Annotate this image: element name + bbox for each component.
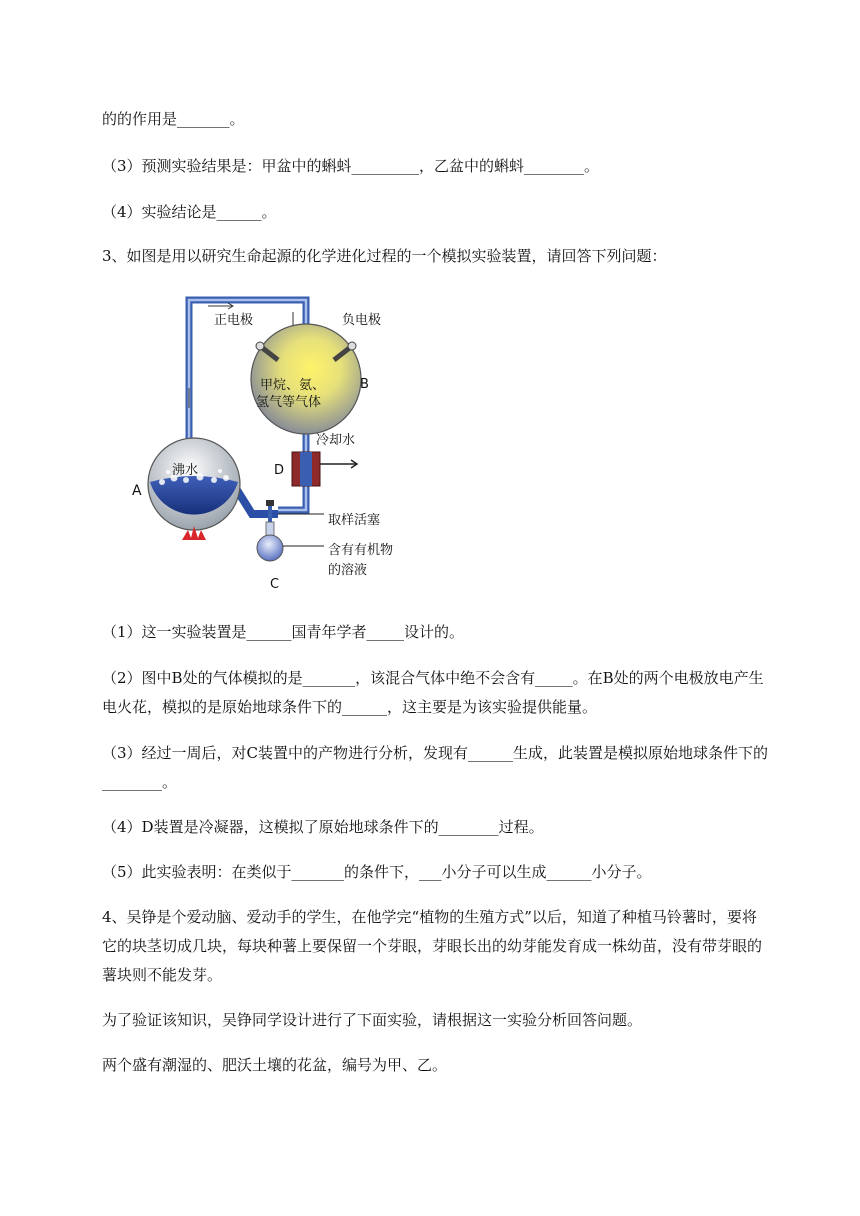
text-line: 两个盛有潮湿的、肥沃土壤的花盆，编号为甲、乙。 — [102, 1056, 448, 1074]
label-positive-electrode: 正电极 — [214, 313, 254, 328]
text-line: （1）这一实验装置是______国青年学者_____设计的。 — [102, 623, 465, 641]
text-line: ________。 — [102, 773, 178, 791]
miller-experiment-figure — [128, 292, 428, 592]
question-4-stem: 4、吴铮是个爱动脑、爱动手的学生，在他学完“植物的生殖方式”以后，知道了种植马铃薯时，要将 — [102, 908, 757, 926]
text-line: 为了验证该知识，吴铮同学设计进行了下面实验，请根据这一实验分析回答问题。 — [102, 1011, 643, 1029]
label-cooling-water: 冷却水 — [316, 433, 356, 448]
text-line: （4）D装置是冷凝器，这模拟了原始地球条件下的________过程。 — [102, 818, 544, 836]
text-line: （2）图中B处的气体模拟的是_______，该混合气体中绝不会含有_____。在B处的两个电极放电产生 — [102, 669, 764, 687]
label-d: D — [274, 463, 285, 478]
label-gas-line1: 甲烷、氨、 — [260, 378, 326, 393]
text-line: （3）经过一周后，对C装置中的产物进行分析，发现有______生成，此装置是模拟原始地球条件下的 — [102, 744, 769, 762]
label-gas-line2: 氢气等气体 — [256, 395, 322, 410]
label-boiling-water: 沸水 — [172, 463, 199, 478]
label-solution-line1: 含有有机物 — [328, 543, 394, 558]
text-line: （5）此实验表明：在类似于_______的条件下，___小分子可以生成______小分子。 — [102, 863, 652, 881]
label-sampling-valve: 取样活塞 — [328, 513, 381, 528]
text-line: （4）实验结论是______。 — [102, 203, 277, 221]
text-line: （3）预测实验结果是：甲盆中的蝌蚪_________，乙盆中的蝌蚪________。 — [102, 157, 600, 175]
text-line: 它的块茎切成几块，每块种薯上要保留一个芽眼，芽眼长出的幼芽能发育成一株幼苗，没有带芽眼的 — [102, 937, 763, 955]
label-solution-line2: 的溶液 — [328, 563, 368, 578]
flask-c — [257, 535, 283, 561]
label-b: B — [360, 377, 369, 392]
label-a: A — [132, 483, 142, 499]
text-line: 的的作用是_______。 — [102, 110, 245, 128]
question-3-stem: 3、如图是用以研究生命起源的化学进化过程的一个模拟实验装置，请回答下列问题： — [102, 247, 667, 265]
text-line: 薯块则不能发芽。 — [102, 966, 223, 984]
text-line: 电火花，模拟的是原始地球条件下的______，这主要是为该实验提供能量。 — [102, 698, 598, 716]
label-c: C — [270, 577, 280, 592]
label-negative-electrode: 负电极 — [342, 313, 382, 328]
